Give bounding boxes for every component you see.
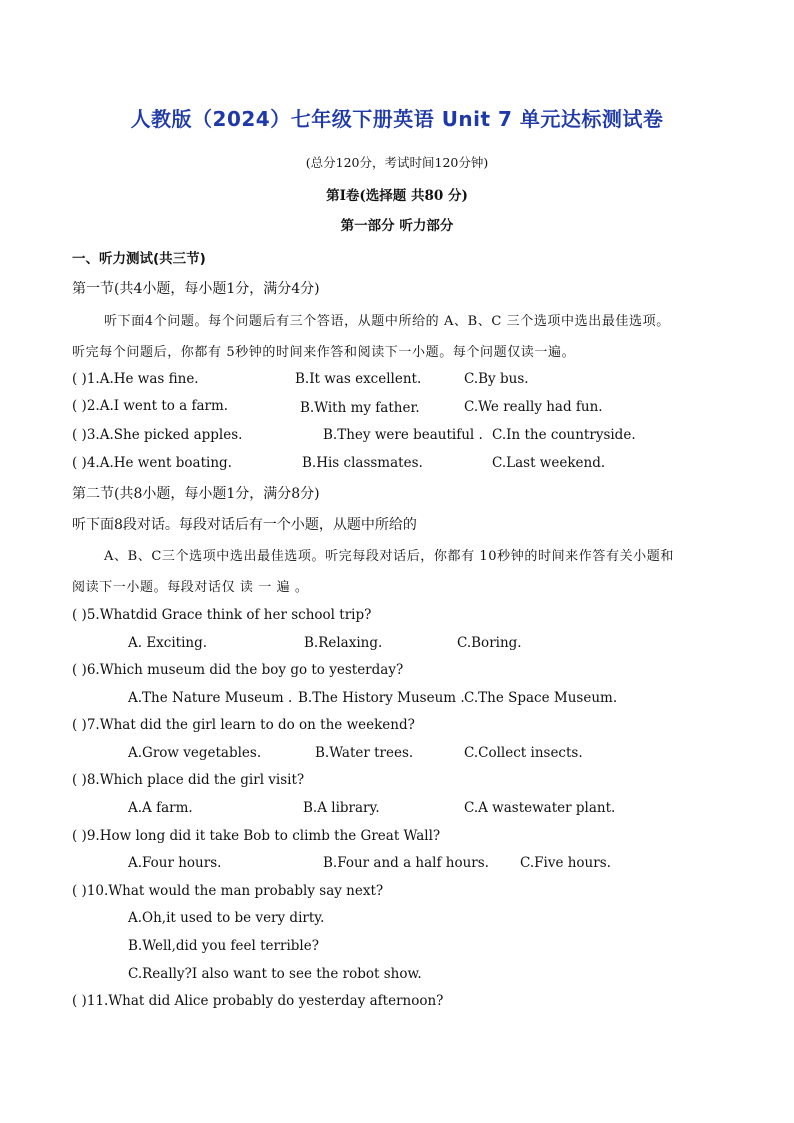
section1-instruction-line2: 听完每个问题后，你都有 5秒钟的时间来作答和阅读下一小题。每个问题仅读一遍。 — [72, 345, 576, 360]
exam-title: 人教版（2024）七年级下册英语 Unit 7 单元达标测试卷 — [130, 107, 664, 131]
question-7: ( )7.What did the girl learn to do on the weekend? — [72, 717, 415, 733]
q3-option-b: B.They were beautiful . — [323, 427, 483, 443]
question-6: ( )6.Which museum did the boy go to yesterday? — [72, 662, 404, 678]
q8-option-a: A.A farm. — [128, 800, 193, 816]
q10-option-c: C.Really?I also want to see the robot show. — [128, 966, 422, 982]
q5-option-c: C.Boring. — [457, 635, 522, 651]
q4-option-c: C.Last weekend. — [492, 455, 606, 471]
section2-instruction-line2: A、B、C三个选项中选出最佳选项。听完每段对话后，你都有 10秒钟的时间来作答有关小题和 — [104, 549, 674, 564]
q10-option-a: A.Oh,it used to be very dirty. — [128, 910, 325, 926]
question-5: ( )5.Whatdid Grace think of her school trip? — [72, 607, 372, 623]
exam-subtitle: (总分120分，考试时间120分钟) — [305, 155, 489, 170]
q7-option-b: B.Water trees. — [315, 745, 414, 761]
q9-option-a: A.Four hours. — [128, 855, 222, 871]
q7-option-c: C.Collect insects. — [464, 745, 583, 761]
q2-option-b: B.With my father. — [300, 400, 420, 416]
q8-option-c: C.A wastewater plant. — [464, 800, 616, 816]
q1-option-b: B.It was excellent. — [295, 371, 422, 387]
question-1: ( )1.A.He was fine. — [72, 371, 199, 387]
question-10: ( )10.What would the man probably say next? — [72, 883, 384, 899]
q6-option-c: C.The Space Museum. — [464, 690, 618, 706]
q6-option-a: A.The Nature Museum . — [128, 690, 293, 706]
section-heading: 一、听力测试(共三节) — [72, 251, 206, 267]
q4-option-b: B.His classmates. — [302, 455, 423, 471]
question-4: ( )4.A.He went boating. — [72, 455, 232, 471]
section2-header: 第二节(共8小题，每小题1分，满分8分) — [72, 486, 320, 502]
q7-option-a: A.Grow vegetables. — [128, 745, 262, 761]
q8-option-b: B.A library. — [303, 800, 380, 816]
q6-option-b: B.The History Museum . — [298, 690, 465, 706]
part-heading: 第一部分 听力部分 — [340, 218, 454, 234]
section2-instruction-line3: 阅读下一小题。每段对话仅 读 一 遍 。 — [72, 580, 309, 595]
q5-option-a: A. Exciting. — [128, 635, 208, 651]
volume-heading: 第I卷(选择题 共80 分) — [326, 188, 468, 204]
q10-option-b: B.Well,did you feel terrible? — [128, 938, 319, 954]
q2-option-c: C.We really had fun. — [464, 399, 603, 415]
q9-option-b: B.Four and a half hours. — [323, 855, 489, 871]
question-8: ( )8.Which place did the girl visit? — [72, 772, 305, 788]
section1-header: 第一节(共4小题，每小题1分，满分4分) — [72, 281, 320, 297]
q9-option-c: C.Five hours. — [520, 855, 611, 871]
question-2: ( )2.A.I went to a farm. — [72, 398, 229, 414]
q3-option-c: C.In the countryside. — [492, 427, 636, 443]
question-11: ( )11.What did Alice probably do yesterday afternoon? — [72, 993, 444, 1009]
section2-instruction-line1: 听下面8段对话。每段对话后有一个小题，从题中所给的 — [72, 517, 417, 533]
q1-option-c: C.By bus. — [464, 371, 529, 387]
section1-instruction-line1: 听下面4个问题。每个问题后有三个答语，从题中所给的 A、B、C 三个选项中选出最佳选项。 — [104, 314, 670, 329]
question-9: ( )9.How long did it take Bob to climb the Great Wall? — [72, 828, 441, 844]
question-3: ( )3.A.She picked apples. — [72, 427, 243, 443]
q5-option-b: B.Relaxing. — [304, 635, 383, 651]
